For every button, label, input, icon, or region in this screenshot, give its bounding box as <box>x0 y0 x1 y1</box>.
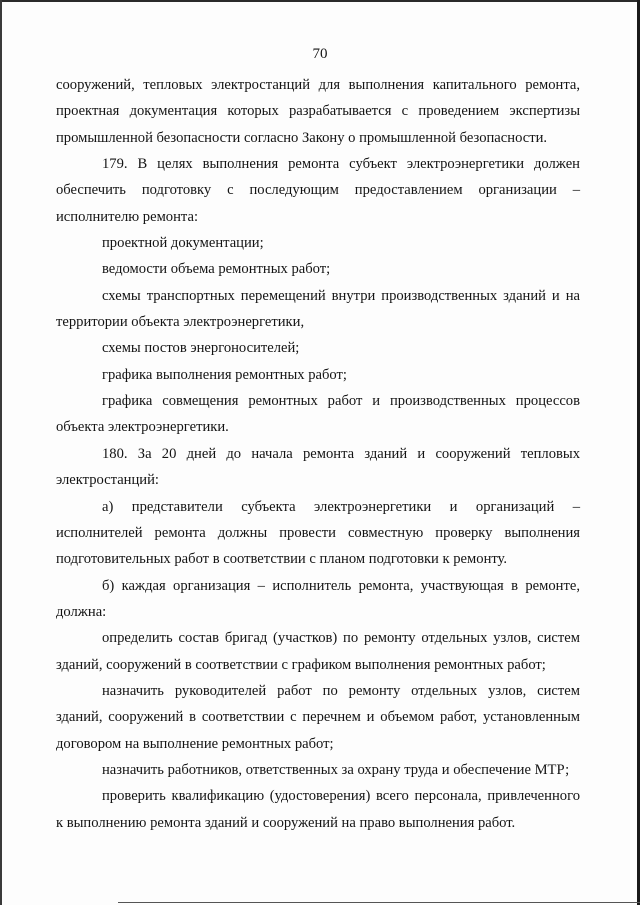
text-line: определить состав бригад (участков) по ремонту отдельных узлов, систем <box>102 630 580 647</box>
text-line: объекта электроэнергетики. <box>56 419 229 436</box>
text-line: зданий, сооружений в соответствии с перечнем и объемом работ, установленным <box>56 709 580 726</box>
text-line: 180. За 20 дней до начала ремонта зданий и сооружений тепловых <box>102 445 580 462</box>
scan-edge-left <box>0 0 2 905</box>
text-line: 179. В целях выполнения ремонта субъект электроэнергетики должен <box>102 156 580 173</box>
text-line: б) каждая организация – исполнитель ремонта, участвующая в ремонте, <box>102 577 580 594</box>
text-line: проверить квалификацию (удостоверения) всего персонала, привлеченного <box>102 788 580 805</box>
text-line: к выполнению ремонта зданий и сооружений на право выполнения работ. <box>56 814 516 831</box>
text-line: а) представители субъекта электроэнергетики и организаций – <box>102 498 580 515</box>
text-line: электростанций: <box>56 472 159 489</box>
scan-edge-bottom <box>118 902 640 903</box>
text-line: промышленной безопасности согласно Закону о промышленной безопасности. <box>56 129 548 146</box>
text-line: схемы постов энергоносителей; <box>102 340 300 357</box>
text-line: назначить работников, ответственных за охрану труда и обеспечение МТР; <box>102 761 570 778</box>
text-line: проектной документации; <box>102 235 264 252</box>
text-line: подготовительных работ в соответствии с планом подготовки к ремонту. <box>56 551 508 568</box>
text-line: сооружений, тепловых электростанций для выполнения капитального ремонта, <box>56 77 580 93</box>
text-line: графика совмещения ремонтных работ и производственных процессов <box>102 393 580 410</box>
text-line: проектная документация которых разрабатывается с проведением экспертизы <box>56 103 580 120</box>
text-line: территории объекта электроэнергетики, <box>56 314 305 331</box>
text-line: исполнителю ремонта: <box>56 208 198 225</box>
text-line: обеспечить подготовку с последующим предоставлением организации – <box>56 182 580 199</box>
text-line: должна: <box>56 603 107 620</box>
text-line: назначить руководителей работ по ремонту отдельных узлов, систем <box>102 682 580 699</box>
text-line: графика выполнения ремонтных работ; <box>102 366 347 383</box>
page-number: 70 <box>312 46 328 62</box>
text-line: исполнителей ремонта должны провести совместную проверку выполнения <box>56 524 580 541</box>
text-line: зданий, сооружений в соответствии с графиком выполнения ремонтных работ; <box>56 656 546 673</box>
text-line: схемы транспортных перемещений внутри производственных зданий и на <box>102 287 580 304</box>
scan-edge-top <box>0 0 640 2</box>
text-line: договором на выполнение ремонтных работ; <box>56 735 334 752</box>
document-body <box>56 72 580 836</box>
text-line: ведомости объема ремонтных работ; <box>102 261 331 278</box>
